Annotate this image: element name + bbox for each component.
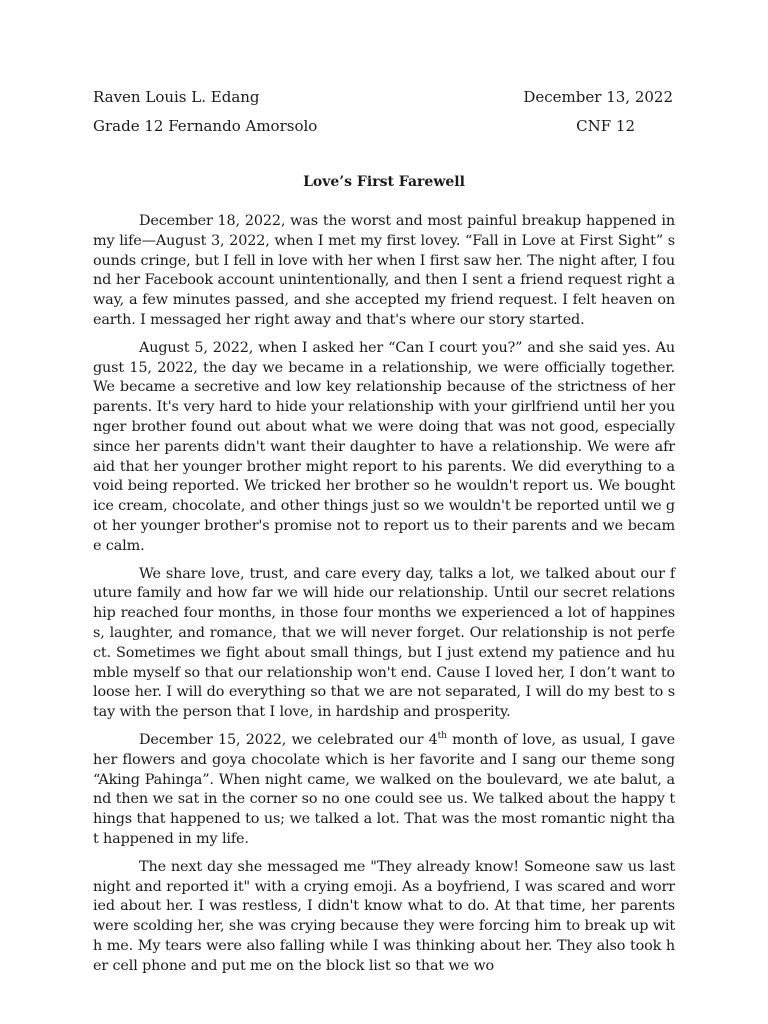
essay-body: [93, 212, 675, 984]
paragraph-4-rest: month of love, as usual, I gave her flowers and goya chocolate which is her favorite and I sang our theme song “Aking Pahinga”. When night came, we walked on the boulevard, we ate balut, and then we sat in the corner so no one could see us. We talked about the happy things that happened to us; we talked a lot. That was the most romantic night that happened in my life.: [93, 731, 675, 847]
grade-section: Grade 12 Fernando Amorsolo: [93, 117, 318, 135]
author-name: Raven Louis L. Edang: [93, 88, 260, 106]
paragraph-1: December 18, 2022, was the worst and most painful breakup happened in my life—August 3, 2022, when I met my first lovey. “Fall in Love at First Sight” sounds cringe, but I fell in love with her when I first saw her. The night after, I found her Facebook account unintentionally, and then I sent a friend request right away, a few minutes passed, and she accepted my friend request. I felt heaven on earth. I messaged her right away and that's where our story started.: [93, 213, 675, 328]
paragraph-5: The next day she messaged me "They already know! Someone saw us last night and reported it" with a crying emoji. As a boyfriend, I was scared and worried about her. I was restless, I didn't know what to do. At that time, her parents were scolding her, she was crying because they were forcing him to break up with me. My tears were also falling while I was thinking about her. They also took her cell phone and put me on the block list so that we wo: [93, 858, 675, 974]
paragraph-2: August 5, 2022, when I asked her “Can I court you?” and she said yes. August 15, 2022, the day we became in a relationship, we were officially together. We became a secretive and low key relationship because of the strictness of her parents. It's very hard to hide your relationship with your girlfriend until her younger brother found out about what we were doing that was not good, especially since her parents didn't want their daughter to have a relationship. We were afraid that her younger brother might report to his parents. We did everything to avoid being reported. We tricked her brother so he wouldn't report us. We bought ice cream, chocolate, and other things just so we wouldn't be reported until we got her younger brother's promise not to report us to their parents and we became calm.: [93, 339, 675, 554]
paragraph-4: [93, 731, 675, 850]
essay-title: Love’s First Farewell: [303, 174, 465, 190]
subject-code: CNF 12: [576, 117, 635, 135]
ordinal-suffix: th: [437, 731, 447, 742]
paragraph-4-start: December 15, 2022, we celebrated our 4: [139, 731, 438, 748]
document-date: December 13, 2022: [523, 88, 673, 106]
paragraph-3: We share love, trust, and care every day, talks a lot, we talked about our future family and how far we will hide our relationship. Until our secret relationship reached four months, in those four months we experienced a lot of happiness, laughter, and romance, that we will never forget. Our relationship is not perfect. Sometimes we fight about small things, but I just extend my patience and humble myself so that our relationship won't end. Cause I loved her, I don’t want to loose her. I will do everything so that we are not separated, I will do my best to stay with the person that I love, in hardship and prosperity.: [93, 565, 675, 721]
